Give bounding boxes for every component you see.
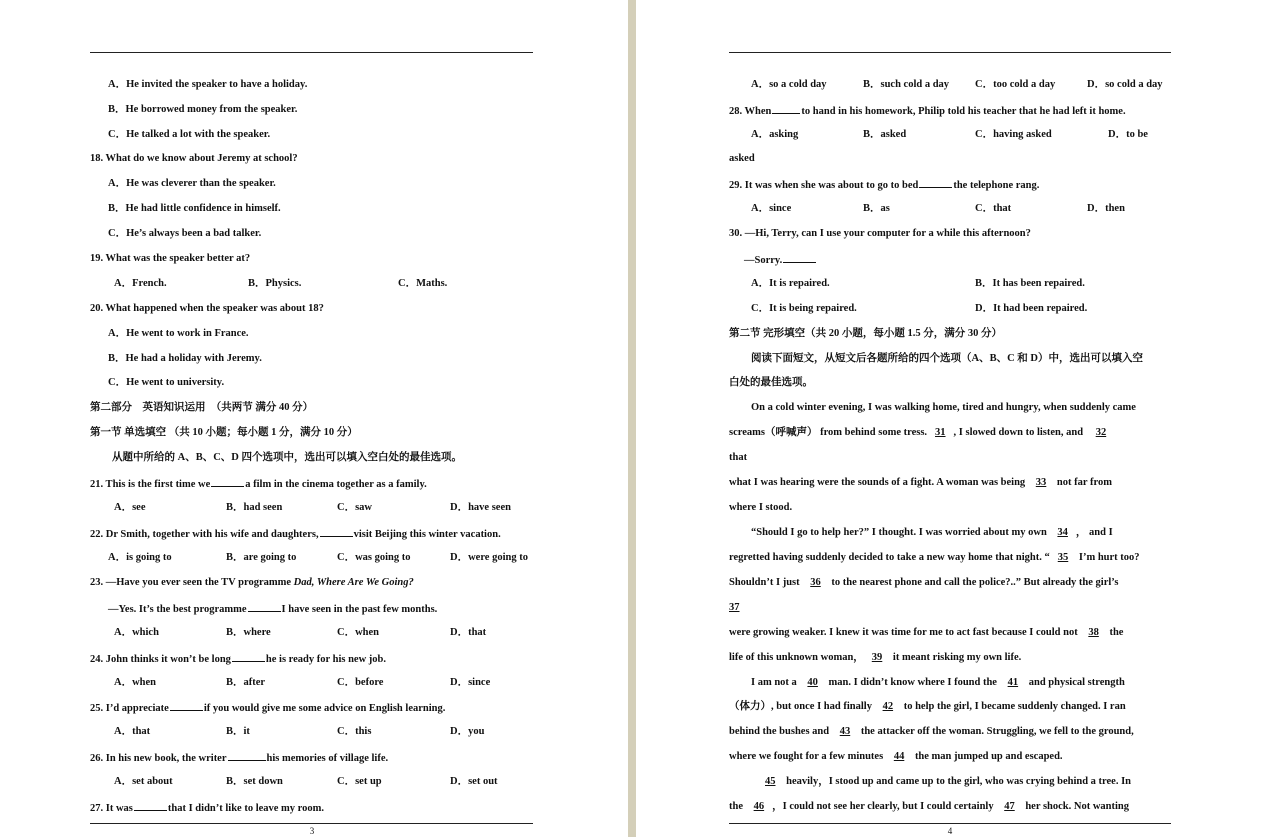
blank-36: 36	[810, 577, 821, 588]
q17-option-a: A．He invited the speaker to have a holiday.	[108, 79, 308, 90]
q27-stem: 27. It was that I didn’t like to leave my room.	[90, 800, 324, 816]
q22-option-c: C．was going to	[337, 552, 411, 563]
blank-44: 44	[893, 751, 905, 762]
q23-stem: 23. —Have you ever seen the TV programme Dad, Where Are We Going?	[90, 577, 414, 588]
q29-option-a: A．since	[751, 203, 792, 214]
passage-line: On a cold winter evening, I was walking home, tired and hungry, when suddenly came	[751, 402, 1136, 413]
q29-option-d: D．then	[1087, 203, 1125, 214]
blank-43: 43	[839, 726, 851, 737]
q21-option-b: B．had seen	[226, 502, 283, 513]
q19-option-a: A．French.	[114, 278, 167, 289]
q25-option-b: B．it	[226, 726, 250, 737]
q28-option-b: B．asked	[863, 129, 907, 140]
q20-option-a: A．He went to work in France.	[108, 328, 249, 339]
q30-reply: —Sorry.	[744, 252, 817, 268]
q30-option-d: D．It had been repaired.	[975, 303, 1088, 314]
passage-line: regretted having suddenly decided to take a new way home that night. “ 35 I’m hurt too?	[729, 552, 1140, 563]
blank	[232, 651, 265, 662]
q18-stem: 18. What do we know about Jeremy at school?	[90, 153, 298, 164]
q19-option-c: C．Maths.	[398, 278, 448, 289]
blank-41: 41	[1007, 677, 1019, 688]
q17-option-b: B．He borrowed money from the speaker.	[108, 104, 298, 115]
q29-option-b: B．as	[863, 203, 890, 214]
q22-option-b: B．are going to	[226, 552, 297, 563]
q24-stem: 24. John thinks it won’t be long he is ready for his new job.	[90, 651, 386, 667]
q25-option-d: D．you	[450, 726, 485, 737]
section1-instruction: 从题中所给的 A、B、C、D 四个选项中，选出可以填入空白处的最佳选项。	[112, 452, 463, 463]
q30-stem: 30. —Hi, Terry, can I use your computer for a while this afternoon?	[729, 228, 1031, 239]
blank-37: 37	[729, 602, 740, 613]
q30-option-a: A．It is repaired.	[751, 278, 830, 289]
q24-option-a: A．when	[114, 677, 157, 688]
header-rule	[90, 52, 533, 53]
page-3	[0, 0, 628, 837]
q25-option-a: A．that	[114, 726, 151, 737]
q22-stem: 22. Dr Smith, together with his wife and daughters, visit Beijing this winter vacation.	[90, 526, 501, 542]
q28-option-a: A．asking	[751, 129, 799, 140]
q26-option-d: D．set out	[450, 776, 498, 787]
blank-33: 33	[1035, 477, 1047, 488]
passage-line: the 46 ，I could not see her clearly, but I could certainly 47 her shock. Not wanting	[729, 801, 1129, 812]
passage-line	[729, 601, 748, 615]
q17-option-c: C．He talked a lot with the speaker.	[108, 129, 271, 140]
blank	[772, 103, 800, 114]
q18-option-c: C．He’s always been a bad talker.	[108, 228, 262, 239]
section2-instruction-2: 白处的最佳选项。	[729, 377, 813, 388]
q21-option-d: D．have seen	[450, 502, 511, 513]
blank	[248, 601, 281, 612]
q24-option-b: B．after	[226, 677, 266, 688]
passage-line: 45 heavily，I stood up and came up to the girl, who was crying behind a tree. In	[757, 775, 1131, 789]
header-rule	[729, 52, 1171, 53]
passage-line: “Should I go to help her?” I thought. I was worried about my own 34 ， and I	[751, 527, 1113, 538]
q28-option-d-wrap: asked	[729, 153, 755, 164]
blank	[134, 800, 167, 811]
q28-stem: 28. When to hand in his homework, Philip told his teacher that he had left it home.	[729, 103, 1126, 119]
section1-heading: 第一节 单选填空 （共 10 小题；每小题 1 分，满分 10 分）	[90, 427, 358, 438]
passage-line: life of this unknown woman， 39 it meant risking my own life.	[729, 652, 1022, 663]
blank-31: 31	[935, 427, 946, 438]
q21-option-c: C．saw	[337, 502, 373, 513]
blank	[228, 750, 266, 761]
footer-rule	[729, 823, 1171, 824]
passage-line: where I stood.	[729, 502, 793, 513]
part2-heading: 第二部分 英语知识运用 （共两节 满分 40 分）	[90, 402, 314, 413]
q28-option-c: C．having asked	[975, 129, 1052, 140]
q24-option-d: D．since	[450, 677, 491, 688]
q23-option-a: A．which	[114, 627, 159, 638]
q20-option-c: C．He went to university.	[108, 377, 225, 388]
blank	[783, 252, 816, 263]
q21-option-a: A．see	[114, 502, 146, 513]
q22-option-a: A．is going to	[108, 552, 172, 563]
q27-option-b: B．such cold a day	[863, 79, 950, 90]
page-gutter	[628, 0, 636, 837]
blank	[320, 526, 353, 537]
q25-option-c: C．this	[337, 726, 372, 737]
q19-stem: 19. What was the speaker better at?	[90, 253, 251, 264]
q25-stem: 25. I’d appreciate if you would give me some advice on English learning.	[90, 700, 445, 716]
blank-40: 40	[807, 677, 818, 688]
q28-option-d: D．to be	[1108, 129, 1148, 140]
section2-instruction-1: 阅读下面短文，从短文后各题所给的四个选项（A、B、C 和 D）中，选出可以填入空	[751, 353, 1144, 364]
blank-42: 42	[882, 701, 894, 712]
blank	[170, 700, 203, 711]
q30-option-c: C．It is being repaired.	[751, 303, 857, 314]
q23-option-c: C．when	[337, 627, 380, 638]
blank-46: 46	[753, 801, 765, 812]
q20-option-b: B．He had a holiday with Jeremy.	[108, 353, 262, 364]
section2-heading: 第二节 完形填空（共 20 小题，每小题 1.5 分，满分 30 分）	[729, 328, 1002, 339]
q18-option-a: A．He was cleverer than the speaker.	[108, 178, 276, 189]
blank-34: 34	[1057, 527, 1068, 538]
passage-line: Shouldn’t I just 36 to the nearest phone and call the police?..” But already the girl’s	[729, 577, 1119, 588]
page-4	[636, 0, 1265, 837]
q18-option-b: B．He had little confidence in himself.	[108, 203, 281, 214]
q30-option-b: B．It has been repaired.	[975, 278, 1085, 289]
q26-option-b: B．set down	[226, 776, 283, 787]
q26-option-c: C．set up	[337, 776, 382, 787]
passage-line: were growing weaker. I knew it was time for me to act fast because I could not 38 the	[729, 627, 1124, 638]
blank	[211, 476, 244, 487]
q23-option-b: B．where	[226, 627, 271, 638]
passage-line: what I was hearing were the sounds of a fight. A woman was being 33 not far from	[729, 477, 1112, 488]
blank-35: 35	[1057, 552, 1069, 563]
passage-line: screams（呼喊声） from behind some tress. 31 , I slowed down to listen, and 32	[729, 427, 1107, 438]
passage-line: where we fought for a few minutes 44 the man jumped up and escaped.	[729, 751, 1063, 762]
q22-option-d: D．were going to	[450, 552, 528, 563]
blank	[919, 177, 952, 188]
q26-stem: 26. In his new book, the writer his memories of village life.	[90, 750, 388, 766]
q21-stem: 21. This is the first time we a film in the cinema together as a family.	[90, 476, 427, 492]
q26-option-a: A．set about	[114, 776, 173, 787]
q27-option-c: C．too cold a day	[975, 79, 1056, 90]
page-number: 3	[309, 826, 315, 836]
blank-38: 38	[1088, 627, 1099, 638]
blank-47: 47	[1004, 801, 1015, 812]
footer-rule	[90, 823, 533, 824]
q23-reply: —Yes. It’s the best programme I have seen in the past few months.	[108, 601, 437, 617]
q29-stem: 29. It was when she was about to go to bed the telephone rang.	[729, 177, 1039, 193]
page-number: 4	[947, 826, 953, 836]
blank-45: 45	[765, 776, 776, 787]
q27-option-a: A．so a cold day	[751, 79, 827, 90]
passage-line: that	[729, 452, 748, 463]
passage-line: I am not a 40 man. I didn’t know where I found the 41 and physical strength	[751, 677, 1125, 688]
passage-line: （体力）, but once I had finally 42 to help the girl, I became suddenly changed. I ran	[729, 701, 1126, 712]
passage-line: behind the bushes and 43 the attacker off the woman. Struggling, we fell to the ground,	[729, 726, 1134, 737]
blank-39: 39	[871, 652, 883, 663]
q29-option-c: C．that	[975, 203, 1012, 214]
q23-option-d: D．that	[450, 627, 487, 638]
q20-stem: 20. What happened when the speaker was about 18?	[90, 303, 324, 314]
q27-option-d: D．so cold a day	[1087, 79, 1163, 90]
q24-option-c: C．before	[337, 677, 384, 688]
blank-32: 32	[1095, 427, 1107, 438]
q19-option-b: B．Physics.	[248, 278, 302, 289]
